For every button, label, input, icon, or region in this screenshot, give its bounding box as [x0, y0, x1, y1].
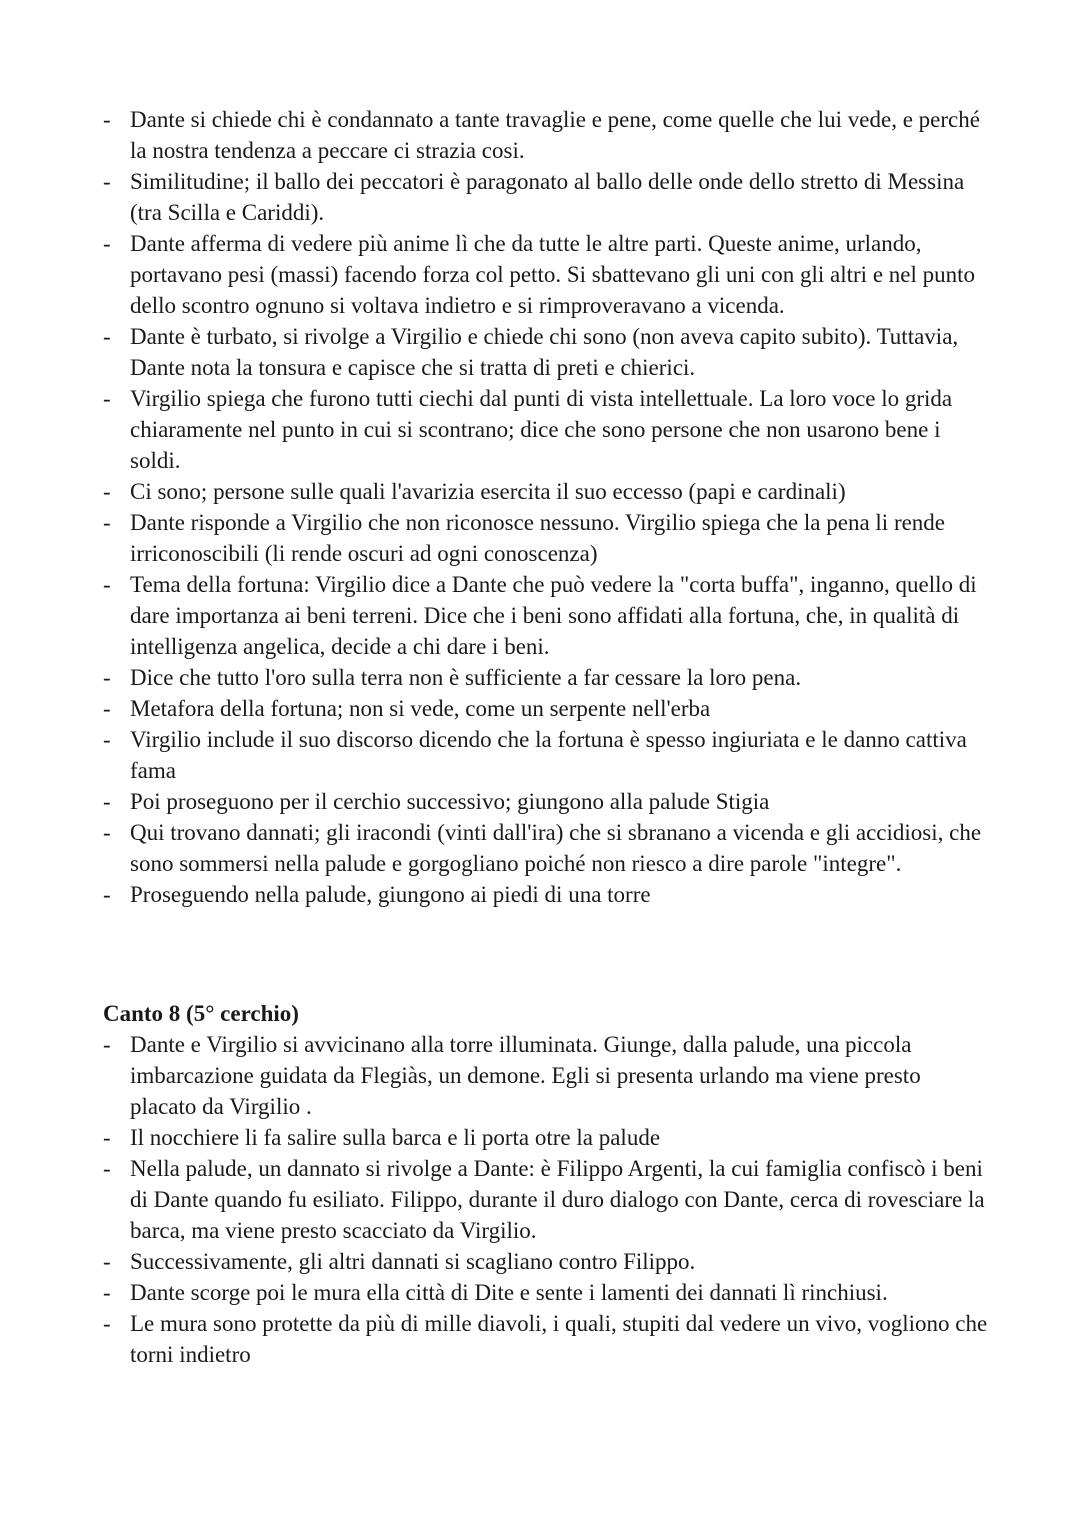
list-item — [103, 569, 988, 662]
dash-marker: - — [103, 510, 111, 535]
dash-marker: - — [103, 169, 111, 194]
dash-marker: - — [103, 386, 111, 411]
dash-marker: - — [103, 727, 111, 752]
list-item — [103, 693, 988, 724]
list-item-text: Metafora della fortuna; non si vede, come un serpente nell'erba — [130, 696, 711, 721]
list-item-text: Tema della fortuna: Virgilio dice a Dante che può vedere la "corta buffa", inganno, quello di dare importanza ai beni terreni. Dice che i beni sono affidati alla fortuna, che, in qualità di intelligenza angelica, decide a chi dare i beni. — [130, 572, 977, 659]
list-item-text: Dante scorge poi le mura ella città di Dite e sente i lamenti dei dannati lì rinchiusi. — [130, 1280, 888, 1305]
list-item — [103, 724, 988, 786]
list-item-text: Virgilio include il suo discorso dicendo che la fortuna è spesso ingiuriata e le danno cattiva fama — [130, 727, 967, 783]
dash-marker: - — [103, 820, 111, 845]
list-item-text: Le mura sono protette da più di mille diavoli, i quali, stupiti dal vedere un vivo, vogliono che torni indietro — [130, 1311, 988, 1367]
dash-marker: - — [103, 324, 111, 349]
list-item — [103, 1246, 988, 1277]
list-item — [103, 1153, 988, 1246]
list-item — [103, 817, 988, 879]
bullet-list — [103, 1029, 988, 1370]
dash-marker: - — [103, 789, 111, 814]
dash-marker: - — [103, 231, 111, 256]
list-item-text: Proseguendo nella palude, giungono ai piedi di una torre — [130, 882, 651, 907]
list-item-text: Dante e Virgilio si avvicinano alla torre illuminata. Giunge, dalla palude, una piccola imbarcazione guidata da Flegiàs, un demone. Egli si presenta urlando ma viene presto placato da Virgilio . — [130, 1032, 921, 1119]
list-item — [103, 166, 988, 228]
list-item-text: Dante risponde a Virgilio che non riconosce nessuno. Virgilio spiega che la pena li rende irriconoscibili (li rende oscuri ad ogni conoscenza) — [130, 510, 946, 566]
list-item-text: Dante afferma di vedere più anime lì che da tutte le altre parti. Queste anime, urlando, portavano pesi (massi) facendo forza col petto. Si sbattevano gli uni con gli altri e nel punto dello scontro ognuno si voltava indietro e si rimproveravano a vicenda. — [130, 231, 976, 318]
list-item — [103, 1308, 988, 1370]
dash-marker: - — [103, 107, 111, 132]
dash-marker: - — [103, 1032, 111, 1057]
list-item — [103, 1029, 988, 1122]
section-heading: Canto 8 (5° cerchio) — [103, 1001, 299, 1026]
list-item-text: Ci sono; persone sulle quali l'avarizia esercita il suo eccesso (papi e cardinali) — [130, 479, 846, 504]
dash-marker: - — [103, 572, 111, 597]
list-item — [103, 879, 988, 910]
dash-marker: - — [103, 1125, 111, 1150]
list-item-text: Similitudine; il ballo dei peccatori è paragonato al ballo delle onde dello stretto di Messina (tra Scilla e Cariddi). — [130, 169, 965, 225]
list-item — [103, 507, 988, 569]
list-item-text: Nella palude, un dannato si rivolge a Dante: è Filippo Argenti, la cui famiglia confiscò i beni di Dante quando fu esiliato. Filippo, durante il duro dialogo con Dante, cerca di rovesciare la barca, ma viene presto scacciato da Virgilio. — [130, 1156, 985, 1243]
list-item-text: Dante si chiede chi è condannato a tante travaglie e pene, come quelle che lui vede, e perché la nostra tendenza a peccare ci strazia cosi. — [130, 107, 980, 163]
dash-marker: - — [103, 1280, 111, 1305]
list-item-text: Qui trovano dannati; gli iracondi (vinti dall'ira) che si sbranano a vicenda e gli accidiosi, che sono sommersi nella palude e gorgogliano poiché non riesco a dire parole "integre". — [130, 820, 982, 876]
list-item-text: Poi proseguono per il cerchio successivo; giungono alla palude Stigia — [130, 789, 770, 814]
list-item-text: Dice che tutto l'oro sulla terra non è sufficiente a far cessare la loro pena. — [130, 665, 802, 690]
list-item-text: Successivamente, gli altri dannati si scagliano contro Filippo. — [130, 1249, 696, 1274]
dash-marker: - — [103, 882, 111, 907]
dash-marker: - — [103, 665, 111, 690]
list-item — [103, 662, 988, 693]
dash-marker: - — [103, 479, 111, 504]
list-item-text: Virgilio spiega che furono tutti ciechi dal punti di vista intellettuale. La loro voce lo grida chiaramente nel punto in cui si scontrano; dice che sono persone che non usarono bene i soldi. — [130, 386, 953, 473]
bullet-list — [103, 104, 988, 910]
list-item — [103, 476, 988, 507]
notes-section-canto-7 — [103, 104, 988, 910]
list-item — [103, 228, 988, 321]
list-item — [103, 104, 988, 166]
dash-marker: - — [103, 1249, 111, 1274]
list-item — [103, 1277, 988, 1308]
dash-marker: - — [103, 696, 111, 721]
list-item — [103, 321, 988, 383]
list-item — [103, 383, 988, 476]
list-item-text: Il nocchiere li fa salire sulla barca e li porta otre la palude — [130, 1125, 661, 1150]
list-item-text: Dante è turbato, si rivolge a Virgilio e chiede chi sono (non aveva capito subito). Tuttavia, Dante nota la tonsura e capisce che si tratta di preti e chierici. — [130, 324, 959, 380]
notes-section-canto-8 — [103, 998, 988, 1370]
dash-marker: - — [103, 1156, 111, 1181]
dash-marker: - — [103, 1311, 111, 1336]
list-item — [103, 1122, 988, 1153]
list-item — [103, 786, 988, 817]
